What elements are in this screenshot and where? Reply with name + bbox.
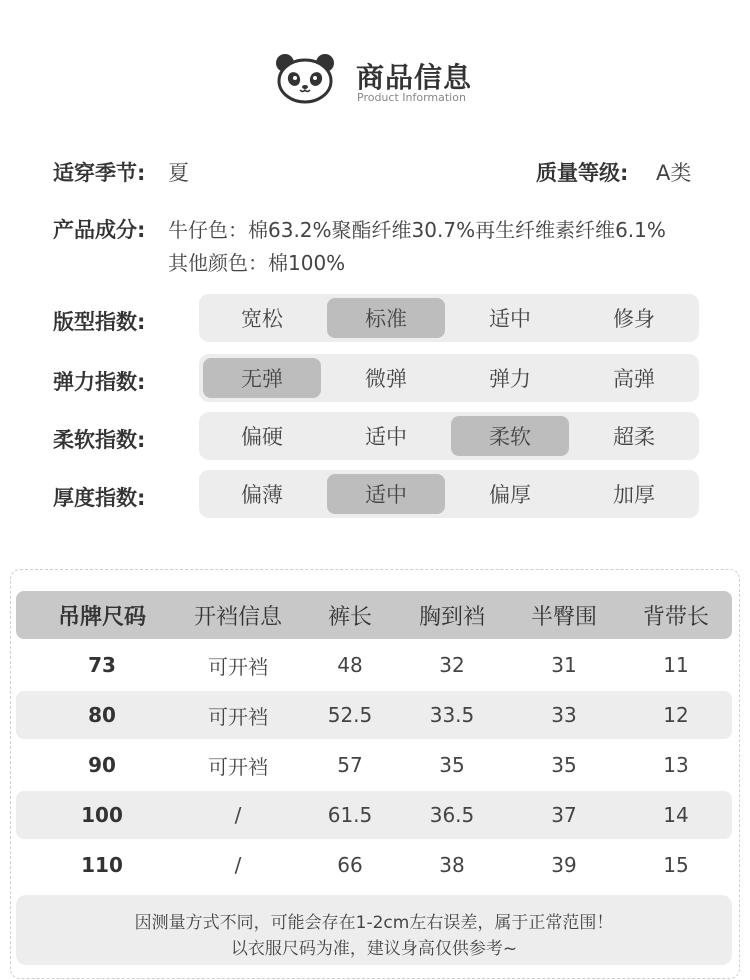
- table-row: [16, 841, 732, 889]
- season-label: 适穿季节:: [53, 161, 146, 185]
- table-row: [16, 691, 732, 739]
- header-strap-length: 背带长: [642, 604, 709, 630]
- composition-line-1: 牛仔色：棉63.2%聚酯纤维30.7%再生纤维素纤维6.1%: [168, 218, 666, 242]
- size-table-header: [16, 591, 732, 639]
- strap-cell: 15: [663, 853, 689, 877]
- chest-cell: 33.5: [429, 703, 475, 727]
- header-size: 吊牌尺码: [57, 604, 146, 630]
- crotch-cell: 可开裆: [208, 654, 268, 679]
- size-cell: 90: [88, 753, 116, 777]
- elasticity-index-scale: [199, 354, 699, 402]
- composition-line-2: 其他颜色：棉100%: [168, 251, 346, 275]
- header-chest-to-crotch: 胸到裆: [418, 604, 485, 630]
- fit-index-label: 版型指数:: [53, 310, 146, 334]
- hip-cell: 35: [551, 753, 577, 777]
- product-info-header: [0, 52, 750, 108]
- note-line-1: 因测量方式不同，可能会存在1-2cm左右误差，属于正常范围！: [134, 913, 614, 933]
- fit-option: 标准: [327, 298, 445, 338]
- grade-value: A类: [656, 161, 692, 185]
- composition-label: 产品成分:: [53, 218, 146, 242]
- chest-cell: 35: [439, 753, 465, 777]
- crotch-cell: 可开裆: [208, 754, 268, 779]
- crotch-cell: /: [234, 853, 242, 877]
- thickness-option: 偏薄: [241, 483, 283, 507]
- crotch-cell: /: [234, 803, 242, 827]
- length-cell: 61.5: [327, 803, 373, 827]
- note-line-2: 以衣服尺码为准，建议身高仅供参考~: [230, 939, 518, 959]
- fit-option: 修身: [613, 307, 655, 331]
- header-length: 裤长: [327, 604, 372, 630]
- elasticity-option: 弹力: [489, 367, 531, 391]
- size-cell: 80: [88, 703, 116, 727]
- elasticity-option: 无弹: [203, 358, 321, 398]
- elasticity-index-label: 弹力指数:: [53, 370, 146, 394]
- fit-option: 适中: [489, 307, 531, 331]
- thickness-option: 适中: [327, 474, 445, 514]
- thickness-index-label: 厚度指数:: [53, 486, 146, 510]
- grade-label: 质量等级:: [536, 161, 629, 185]
- hip-cell: 31: [551, 653, 577, 677]
- table-row: [16, 741, 732, 789]
- softness-index-label: 柔软指数:: [53, 428, 146, 452]
- elasticity-option: 高弹: [613, 367, 655, 391]
- page-title: 商品信息: [356, 61, 473, 94]
- size-cell: 100: [81, 803, 123, 827]
- length-cell: 66: [337, 853, 363, 877]
- fit-option: 宽松: [241, 307, 283, 331]
- strap-cell: 12: [663, 703, 689, 727]
- strap-cell: 13: [663, 753, 689, 777]
- page-subtitle: Product Information: [357, 91, 466, 104]
- header-half-hip: 半臀围: [530, 604, 597, 630]
- thickness-index-scale: [199, 470, 699, 518]
- crotch-cell: 可开裆: [208, 704, 268, 729]
- measurement-note: [16, 895, 732, 965]
- softness-option: 柔软: [451, 416, 569, 456]
- hip-cell: 33: [551, 703, 577, 727]
- size-cell: 110: [81, 853, 123, 877]
- chest-cell: 32: [439, 653, 465, 677]
- chest-cell: 36.5: [429, 803, 475, 827]
- softness-option: 偏硬: [241, 425, 283, 449]
- length-cell: 52.5: [327, 703, 373, 727]
- strap-cell: 14: [663, 803, 689, 827]
- elasticity-option: 微弹: [365, 367, 407, 391]
- header-crotch: 开裆信息: [193, 604, 282, 630]
- length-cell: 48: [337, 653, 363, 677]
- strap-cell: 11: [663, 653, 689, 677]
- table-row: [16, 641, 732, 689]
- chest-cell: 38: [439, 853, 465, 877]
- fit-index-scale: [199, 294, 699, 342]
- hip-cell: 37: [551, 803, 577, 827]
- season-value: 夏: [168, 161, 189, 185]
- softness-option: 适中: [365, 425, 407, 449]
- thickness-option: 偏厚: [489, 483, 531, 507]
- panda-icon: [274, 52, 336, 104]
- thickness-option: 加厚: [613, 483, 655, 507]
- softness-option: 超柔: [613, 425, 655, 449]
- length-cell: 57: [337, 753, 363, 777]
- hip-cell: 39: [551, 853, 577, 877]
- size-cell: 73: [88, 653, 116, 677]
- table-row: [16, 791, 732, 839]
- softness-index-scale: [199, 412, 699, 460]
